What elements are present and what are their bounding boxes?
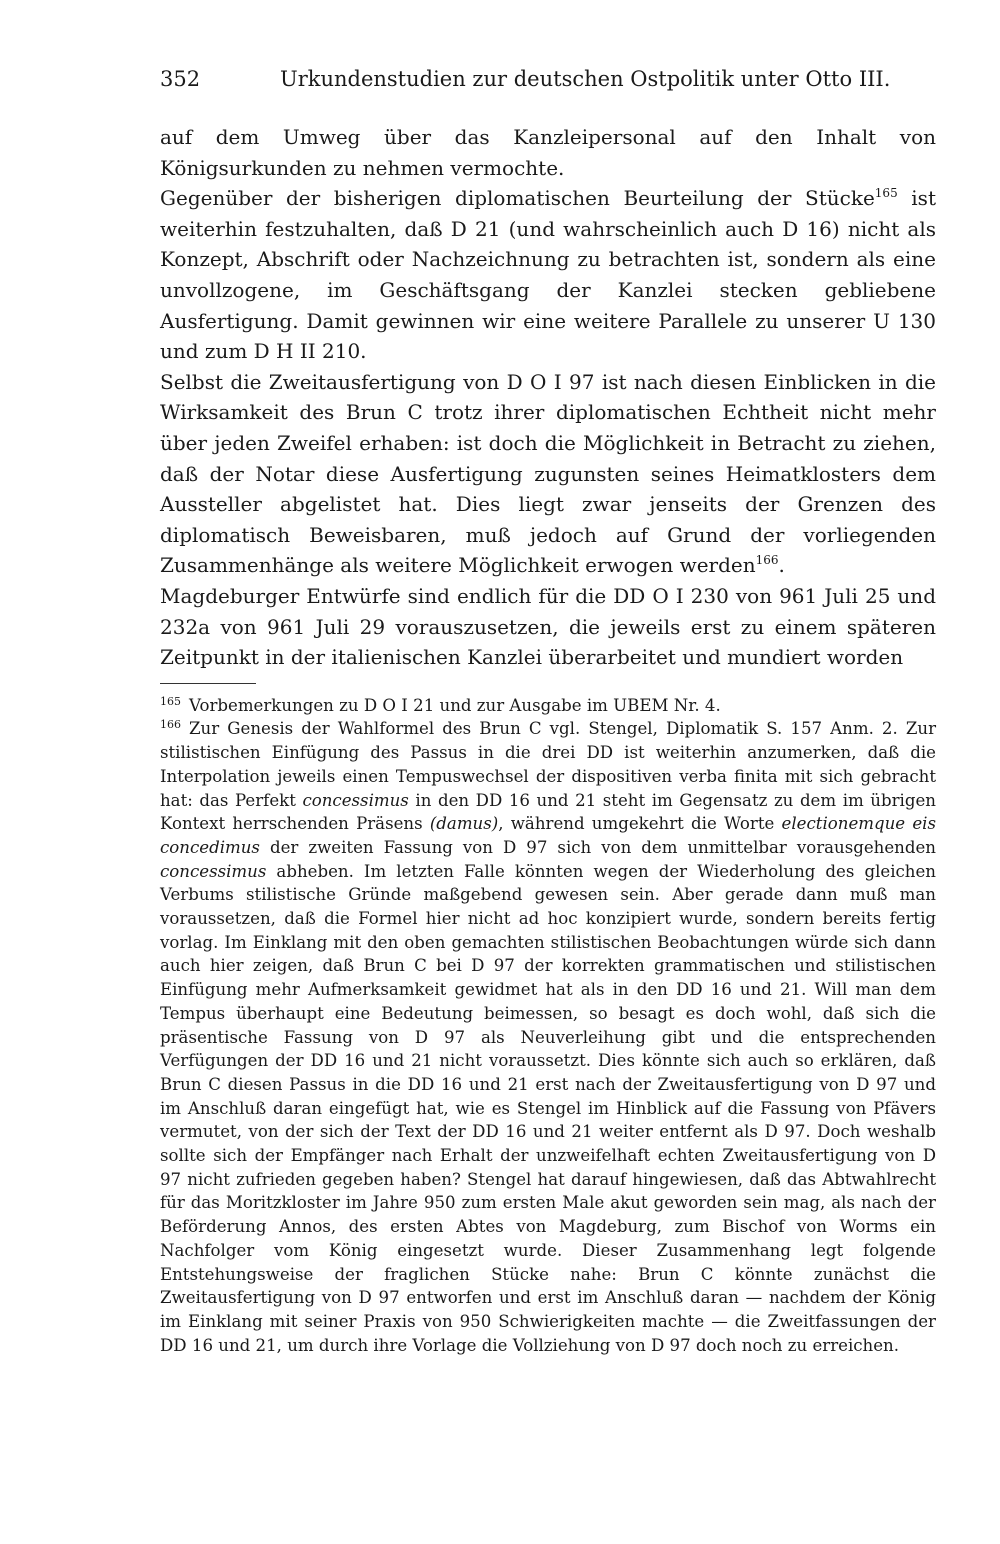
footnote-166-text-2: in den DD 16 und 21 steht im Gegensatz zu dem im übrigen Kontext herrschenden Präsens xyxy=(160,790,936,834)
paragraph-4-text: Magdeburger Entwürfe sind endlich für die DD O I 230 von 961 Juli 25 und 232a von 961 Juli 29 vorauszusetzen, die jeweils erst zu einem späteren Zeitpunkt in der italienischen Kanzlei überarbeitet und mundiert worden xyxy=(160,583,936,670)
paragraph-4 xyxy=(160,581,936,673)
page xyxy=(160,62,936,1357)
paragraph-3-text-b: . xyxy=(778,553,785,578)
footnote-166-text-5: abheben. Im letzten Falle könnten wegen der Wiederholung des gleichen Verbums stilistische Gründe maßgebend gewesen sein. Aber gerade dann muß man voraussetzen, daß die Formel hier nicht ad hoc konzipiert wurde, sondern bereits fertig vorlag. Im Einklang mit den oben gemachten stilistischen Beobachtungen würde sich dann auch hier zeigen, daß Brun C bei D 97 der korrekten grammatischen und stilistischen Einfügung mehr Aufmerksamkeit gewidmet hat als in den DD 16 und 21. Will man dem Tempus überhaupt eine Bedeutung beimessen, so besagt es doch wohl, daß sich die präsentische Fassung von D 97 als Neuverleihung gibt und die entsprechenden Verfügungen der DD 16 und 21 nicht voraussetzt. Dies könnte sich auch so erklären, daß Brun C diesen Passus in die DD 16 und 21 erst nach der Zweitausfertigung von D 97 und im Anschluß daran eingefügt hat, wie es Stengel im Hinblick auf die Fassung von Pfävers vermutet, von der sich der Text der DD 16 und 21 weiter entfernt als D 97. Doch weshalb sollte sich der Empfänger nach Erhalt der unzweifelhaft echten Zweitausfertigung von D 97 nicht zufrieden gegeben haben? Stengel hat darauf hingewiesen, daß das Abtwahlrecht für das Moritzkloster im Jahre 950 zum ersten Male akut geworden sein mag, als nach der Beförderung Annos, des ersten Abtes von Magdeburg, zum Bischof von Worms ein Nachfolger vom König eingesetzt wurde. Dieser Zusammenhang legt folgende Entstehungsweise der fraglichen Stücke nahe: Brun C könnte zunächst die Zweitausfertigung von D 97 entworfen und erst im Anschluß daran — nachdem der König im Einklang mit seiner Praxis von 950 Schwierigkeiten machte — die Zweitfassungen der DD 16 und 21, um durch ihre Vorlage die Vollziehung von D 97 doch noch zu erreichen. xyxy=(160,861,936,1355)
footnote-165 xyxy=(160,694,936,718)
footnotes xyxy=(160,694,936,1358)
paragraph-1-text: auf dem Umweg über das Kanzleipersonal auf den Inhalt von Königsurkunden zu nehmen vermochte. xyxy=(160,125,936,180)
paragraph-1 xyxy=(160,122,936,183)
main-text xyxy=(160,122,936,673)
footnote-divider xyxy=(160,683,256,684)
footnote-166-italic-1: concessimus xyxy=(302,790,409,810)
footnote-166 xyxy=(160,717,936,1357)
paragraph-3 xyxy=(160,367,936,581)
page-number: 352 xyxy=(160,67,201,91)
running-title: Urkundenstudien zur deutschen Ostpolitik unter Otto III. xyxy=(280,67,891,91)
paragraph-2-text-b: ist weiterhin festzuhalten, daß D 21 (und wahrscheinlich auch D 16) nicht als Konzept, Abschrift oder Nachzeichnung zu betrachten ist, sondern als eine unvollzogene, im Geschäftsgang der Kanzlei stecken gebliebene Ausfertigung. Damit gewinnen wir eine weitere Parallele zu unserer U 130 und zum D H II 210. xyxy=(160,186,936,364)
paragraph-2 xyxy=(160,183,936,367)
footnote-166-text-1: Zur Genesis der Wahlformel des Brun C vgl. Stengel, Diplomatik S. 157 Anm. 2. Zur stilistischen Einfügung des Passus in die drei DD ist weiterhin anzumerken, daß die Interpolation jeweils einen Tempuswechsel der dispositiven verba finita mit sich gebracht hat: das Perfekt xyxy=(160,719,936,810)
running-header xyxy=(160,62,936,96)
footnote-ref-166[interactable]: 166 xyxy=(755,553,779,568)
paragraph-2-text-a: Gegenüber der bisherigen diplomatischen Beurteilung der Stücke xyxy=(160,186,875,211)
paragraph-3-text-a: Selbst die Zweitausfertigung von D O I 97 ist nach diesen Einblicken in die Wirksamkeit des Brun C trotz ihrer diplomatischen Echtheit nicht mehr über jeden Zweifel erhaben: ist doch die Möglichkeit in Betracht zu ziehen, daß der Notar diese Ausfertigung zugunsten seines Heimatklosters dem Aussteller abgelistet hat. Dies liegt zwar jenseits der Grenzen des diplomatisch Beweisbaren, muß jedoch auf Grund der vorliegenden Zusammenhänge als weitere Möglichkeit erwogen werden xyxy=(160,369,936,578)
footnote-number-166: 166 xyxy=(160,718,181,732)
footnote-166-italic-2: (damus) xyxy=(429,814,499,834)
footnote-166-text-4: der zweiten Fassung von D 97 sich von dem unmittelbar vorausgehenden xyxy=(259,837,936,857)
footnote-166-italic-4: concessimus xyxy=(160,861,267,881)
footnote-ref-165[interactable]: 165 xyxy=(874,186,898,201)
footnote-166-italic-3: electionemque eis concedimus xyxy=(160,814,936,857)
footnote-number-165: 165 xyxy=(160,694,181,708)
footnote-165-text: Vorbemerkungen zu D O I 21 und zur Ausgabe im UBEM Nr. 4. xyxy=(189,695,721,715)
footnote-166-text-3: , während umgekehrt die Worte xyxy=(498,814,782,834)
